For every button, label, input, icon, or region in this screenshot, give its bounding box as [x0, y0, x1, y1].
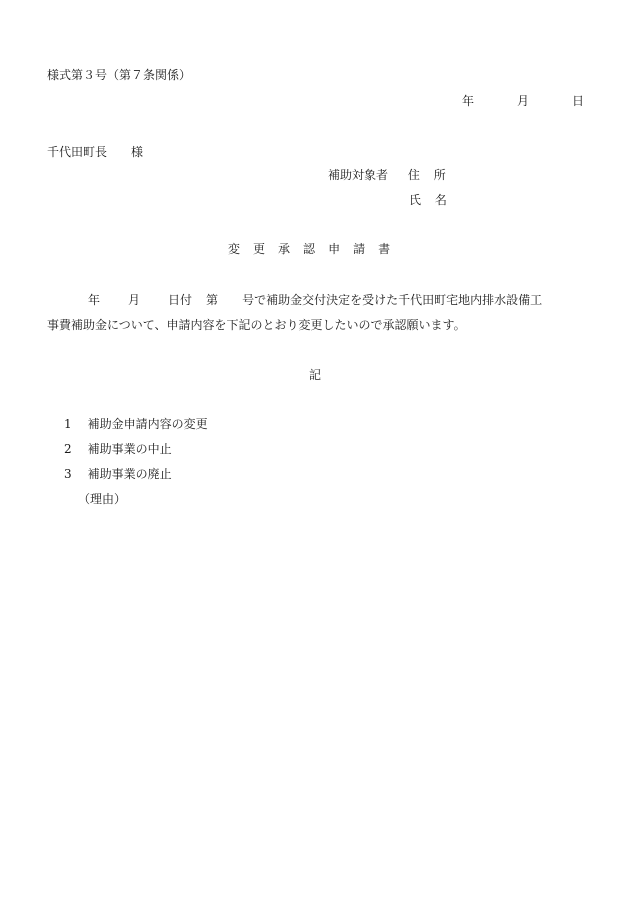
name-label-char-2: 名	[434, 193, 447, 207]
addressee	[47, 144, 143, 160]
date-line	[462, 93, 584, 109]
title-char: 請	[353, 242, 366, 256]
name-label-char-1: 氏	[409, 193, 422, 207]
item-number: 3	[64, 467, 72, 481]
body-day: 日付	[168, 293, 193, 307]
list-item	[64, 416, 208, 432]
body-line-1	[88, 292, 542, 308]
item-number: 2	[64, 442, 72, 456]
applicant-name-row	[409, 192, 447, 208]
addressee-honorific: 様	[131, 145, 144, 159]
date-month: 月	[517, 94, 530, 108]
date-year: 年	[462, 94, 475, 108]
item-text: 補助事業の中止	[87, 442, 172, 456]
date-day: 日	[572, 94, 585, 108]
item-text: 補助事業の廃止	[87, 467, 172, 481]
title-char: 変	[228, 242, 241, 256]
body-line1-rest: 号で補助金交付決定を受けた千代田町宅地内排水設備工	[242, 293, 543, 307]
body-month: 月	[128, 293, 141, 307]
body-line-2: 事費補助金について、申請内容を下記のとおり変更したいので承認願います。	[47, 318, 466, 332]
title-char: 承	[278, 242, 291, 256]
applicant-label: 補助対象者	[328, 168, 389, 182]
form-number: 様式第３号（第７条関係）	[47, 68, 192, 82]
address-label-char-1: 住	[407, 168, 420, 182]
applicant-address-row	[328, 167, 446, 183]
document-title	[228, 241, 390, 257]
address-label-char-2: 所	[433, 168, 446, 182]
title-char: 認	[303, 242, 316, 256]
item-text: 補助金申請内容の変更	[87, 417, 208, 431]
reason-label: （理由）	[78, 492, 127, 506]
title-char: 申	[328, 242, 341, 256]
title-char: 書	[378, 242, 391, 256]
body-year: 年	[88, 293, 101, 307]
ki-heading: 記	[309, 368, 322, 382]
list-item	[64, 441, 172, 457]
list-item	[64, 466, 172, 482]
item-number: 1	[64, 417, 72, 431]
title-char: 更	[253, 242, 266, 256]
addressee-name: 千代田町長	[47, 145, 108, 159]
body-number-prefix: 第	[206, 293, 219, 307]
